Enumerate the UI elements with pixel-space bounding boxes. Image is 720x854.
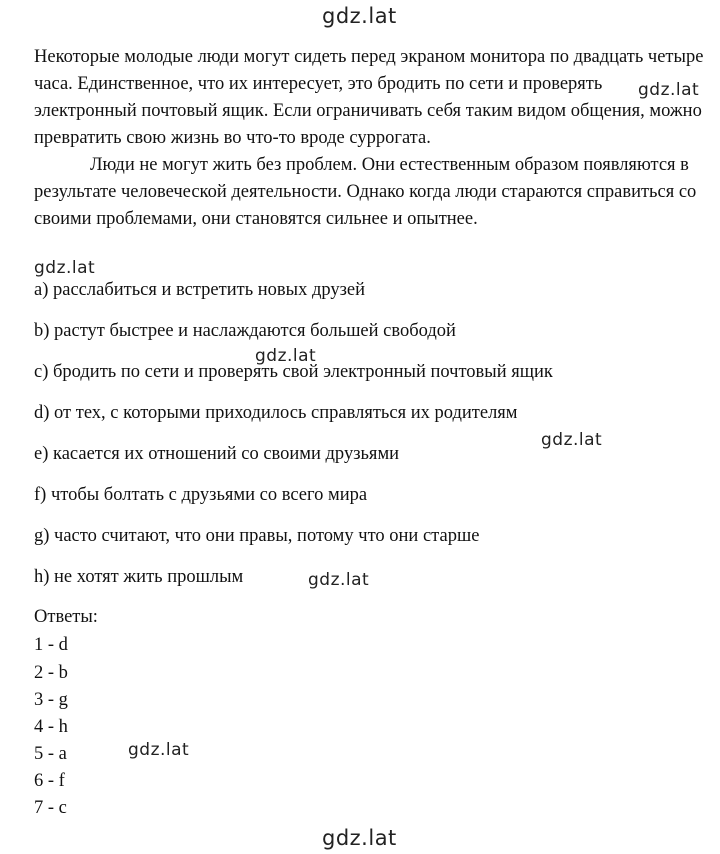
watermark-near-h: gdz.lat: [308, 570, 370, 590]
answer-2: 2 - b: [34, 663, 68, 683]
option-d: d) от тех, с которыми приходилось справляться их родителям: [34, 403, 518, 423]
answers-title: Ответы:: [34, 607, 98, 627]
watermark-right-paragraph: gdz.lat: [638, 80, 700, 100]
watermark-top: gdz.lat: [322, 4, 397, 28]
watermark-right-options: gdz.lat: [541, 430, 603, 450]
answer-4: 4 - h: [34, 717, 68, 737]
option-c: c) бродить по сети и проверять свой электронный почтовый ящик: [34, 362, 553, 382]
answer-6: 6 - f: [34, 771, 65, 791]
answer-5: 5 - a: [34, 744, 67, 764]
text-block: [34, 44, 706, 233]
option-h: h) не хотят жить прошлым: [34, 567, 244, 587]
option-b: b) растут быстрее и наслаждаются большей свободой: [34, 321, 456, 341]
watermark-left: gdz.lat: [34, 258, 96, 278]
answer-3: 3 - g: [34, 690, 68, 710]
watermark-answers: gdz.lat: [128, 740, 190, 760]
watermark-middle: gdz.lat: [255, 346, 317, 366]
answer-7: 7 - c: [34, 798, 67, 818]
paragraph-2: Люди не могут жить без проблем. Они естественным образом появляются в результате человеческой деятельности. Однако когда люди стараются справиться со своими проблемами, они становятся сильнее и опытнее.: [34, 155, 697, 229]
paragraph-1: Некоторые молодые люди могут сидеть перед экраном монитора по двадцать четыре часа. Единственное, что их интересует, это бродить по сети и проверять электронный почтовый ящик. Если ограничивать себя таким видом общения, можно превратить свою жизнь во что-то вроде суррогата.: [34, 47, 704, 148]
option-a: a) расслабиться и встретить новых друзей: [34, 280, 366, 300]
answer-1: 1 - d: [34, 635, 68, 655]
option-e: e) касается их отношений со своими друзьями: [34, 444, 400, 464]
watermark-bottom: gdz.lat: [322, 826, 397, 850]
option-g: g) часто считают, что они правы, потому что они старше: [34, 526, 480, 546]
option-f: f) чтобы болтать с друзьями со всего мира: [34, 485, 368, 505]
